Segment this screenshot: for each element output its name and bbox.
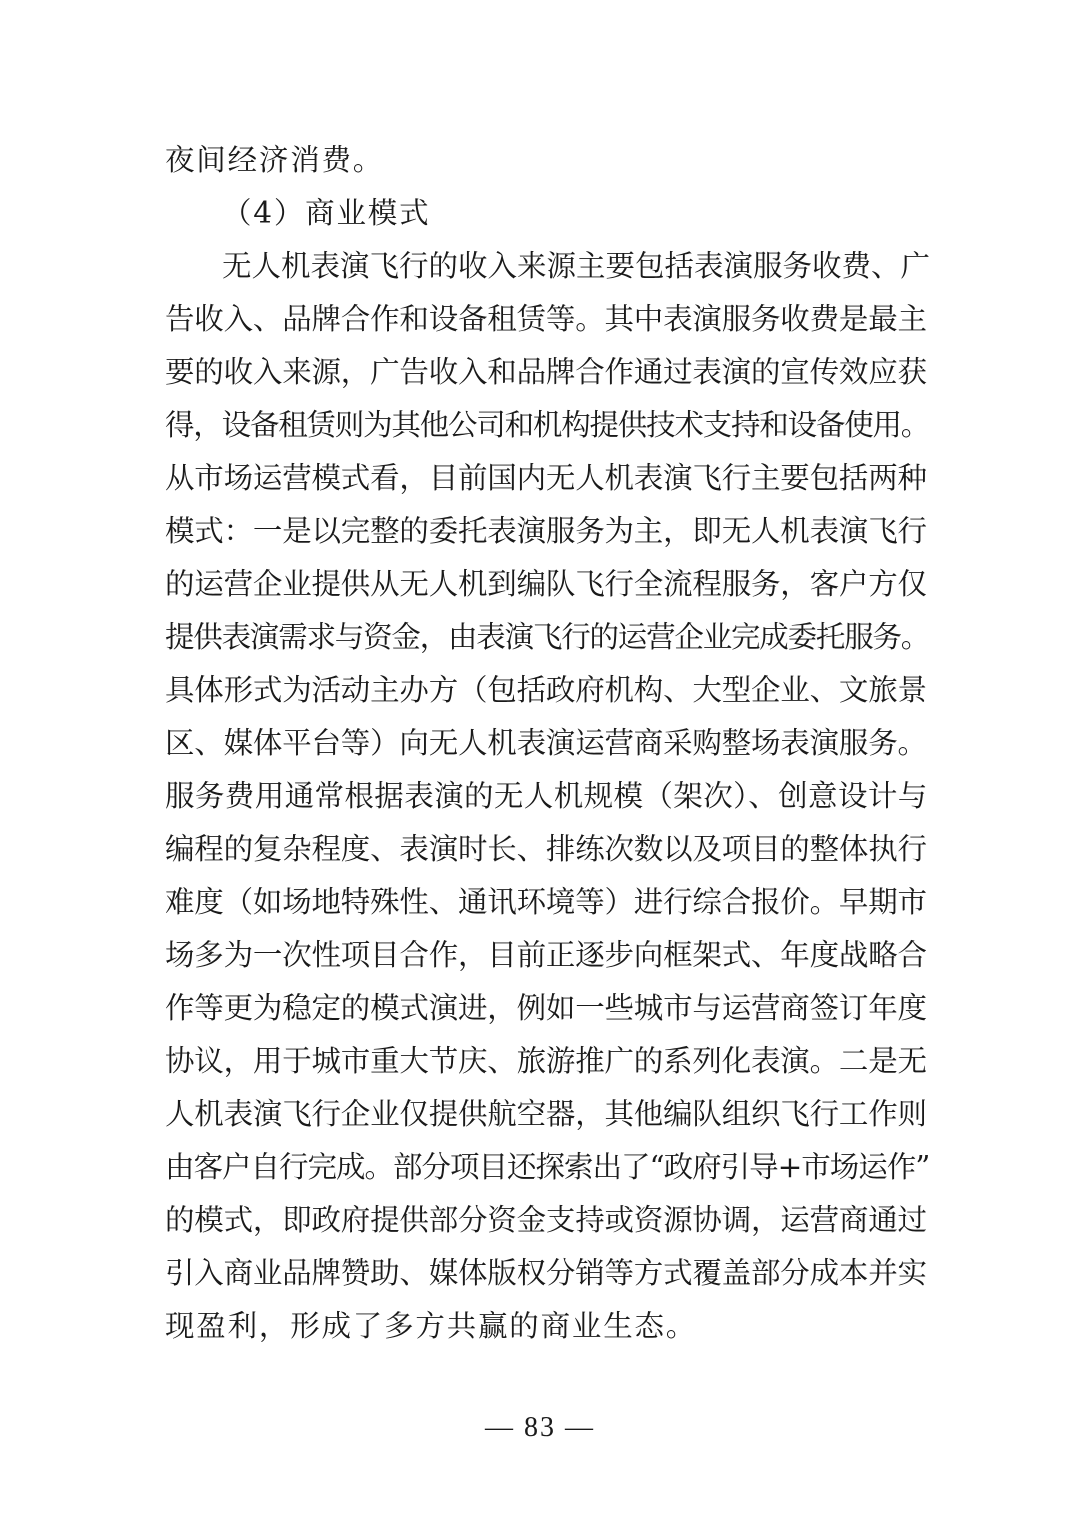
paragraph-line: 现盈利，形成了多方共赢的商业生态。 xyxy=(165,1309,698,1343)
paragraph-line: 夜间经济消费。 xyxy=(165,143,385,177)
paragraph-line: 引入商业品牌赞助、媒体版权分销等方式覆盖部分成本并实 xyxy=(165,1256,927,1290)
paragraph-line: 要的收入来源，广告收入和品牌合作通过表演的宣传效应获 xyxy=(165,355,927,389)
paragraph-line: 的模式，即政府提供部分资金支持或资源协调，运营商通过 xyxy=(165,1203,927,1237)
page-number: — 83 — xyxy=(485,1412,595,1443)
paragraph-line: 难度（如场地特殊性、通讯环境等）进行综合报价。早期市 xyxy=(165,885,927,919)
section-heading: （4）商业模式 xyxy=(222,196,431,230)
paragraph-line: 得，设备租赁则为其他公司和机构提供技术支持和设备使用。 xyxy=(165,408,930,442)
paragraph-line: 协议，用于城市重大节庆、旅游推广的系列化表演。二是无 xyxy=(165,1044,927,1078)
paragraph-line: 服务费用通常根据表演的无人机规模（架次）、创意设计与 xyxy=(165,779,928,813)
paragraph-line: 模式：一是以完整的委托表演服务为主，即无人机表演飞行 xyxy=(165,514,927,548)
paragraph-line: 的运营企业提供从无人机到编队飞行全流程服务，客户方仅 xyxy=(165,567,927,601)
paragraph-line: 从市场运营模式看，目前国内无人机表演飞行主要包括两种 xyxy=(165,461,927,495)
paragraph-line: 提供表演需求与资金，由表演飞行的运营企业完成委托服务。 xyxy=(165,620,930,654)
paragraph-line: 人机表演飞行企业仅提供航空器，其他编队组织飞行工作则 xyxy=(165,1097,927,1131)
paragraph-line: 作等更为稳定的模式演进，例如一些城市与运营商签订年度 xyxy=(165,991,927,1025)
paragraph-line: 无人机表演飞行的收入来源主要包括表演服务收费、广 xyxy=(222,249,931,283)
paragraph-line: 场多为一次性项目合作，目前正逐步向框架式、年度战略合 xyxy=(165,938,927,972)
paragraph-line: 由客户自行完成。部分项目还探索出了“政府引导+市场运作” xyxy=(165,1150,930,1184)
paragraph-line: 告收入、品牌合作和设备租赁等。其中表演服务收费是最主 xyxy=(165,302,927,336)
paragraph-line: 区、媒体平台等）向无人机表演运营商采购整场表演服务。 xyxy=(165,726,927,760)
paragraph-line: 编程的复杂程度、表演时长、排练次数以及项目的整体执行 xyxy=(165,832,927,866)
paragraph-line: 具体形式为活动主办方（包括政府机构、大型企业、文旅景 xyxy=(165,673,927,707)
